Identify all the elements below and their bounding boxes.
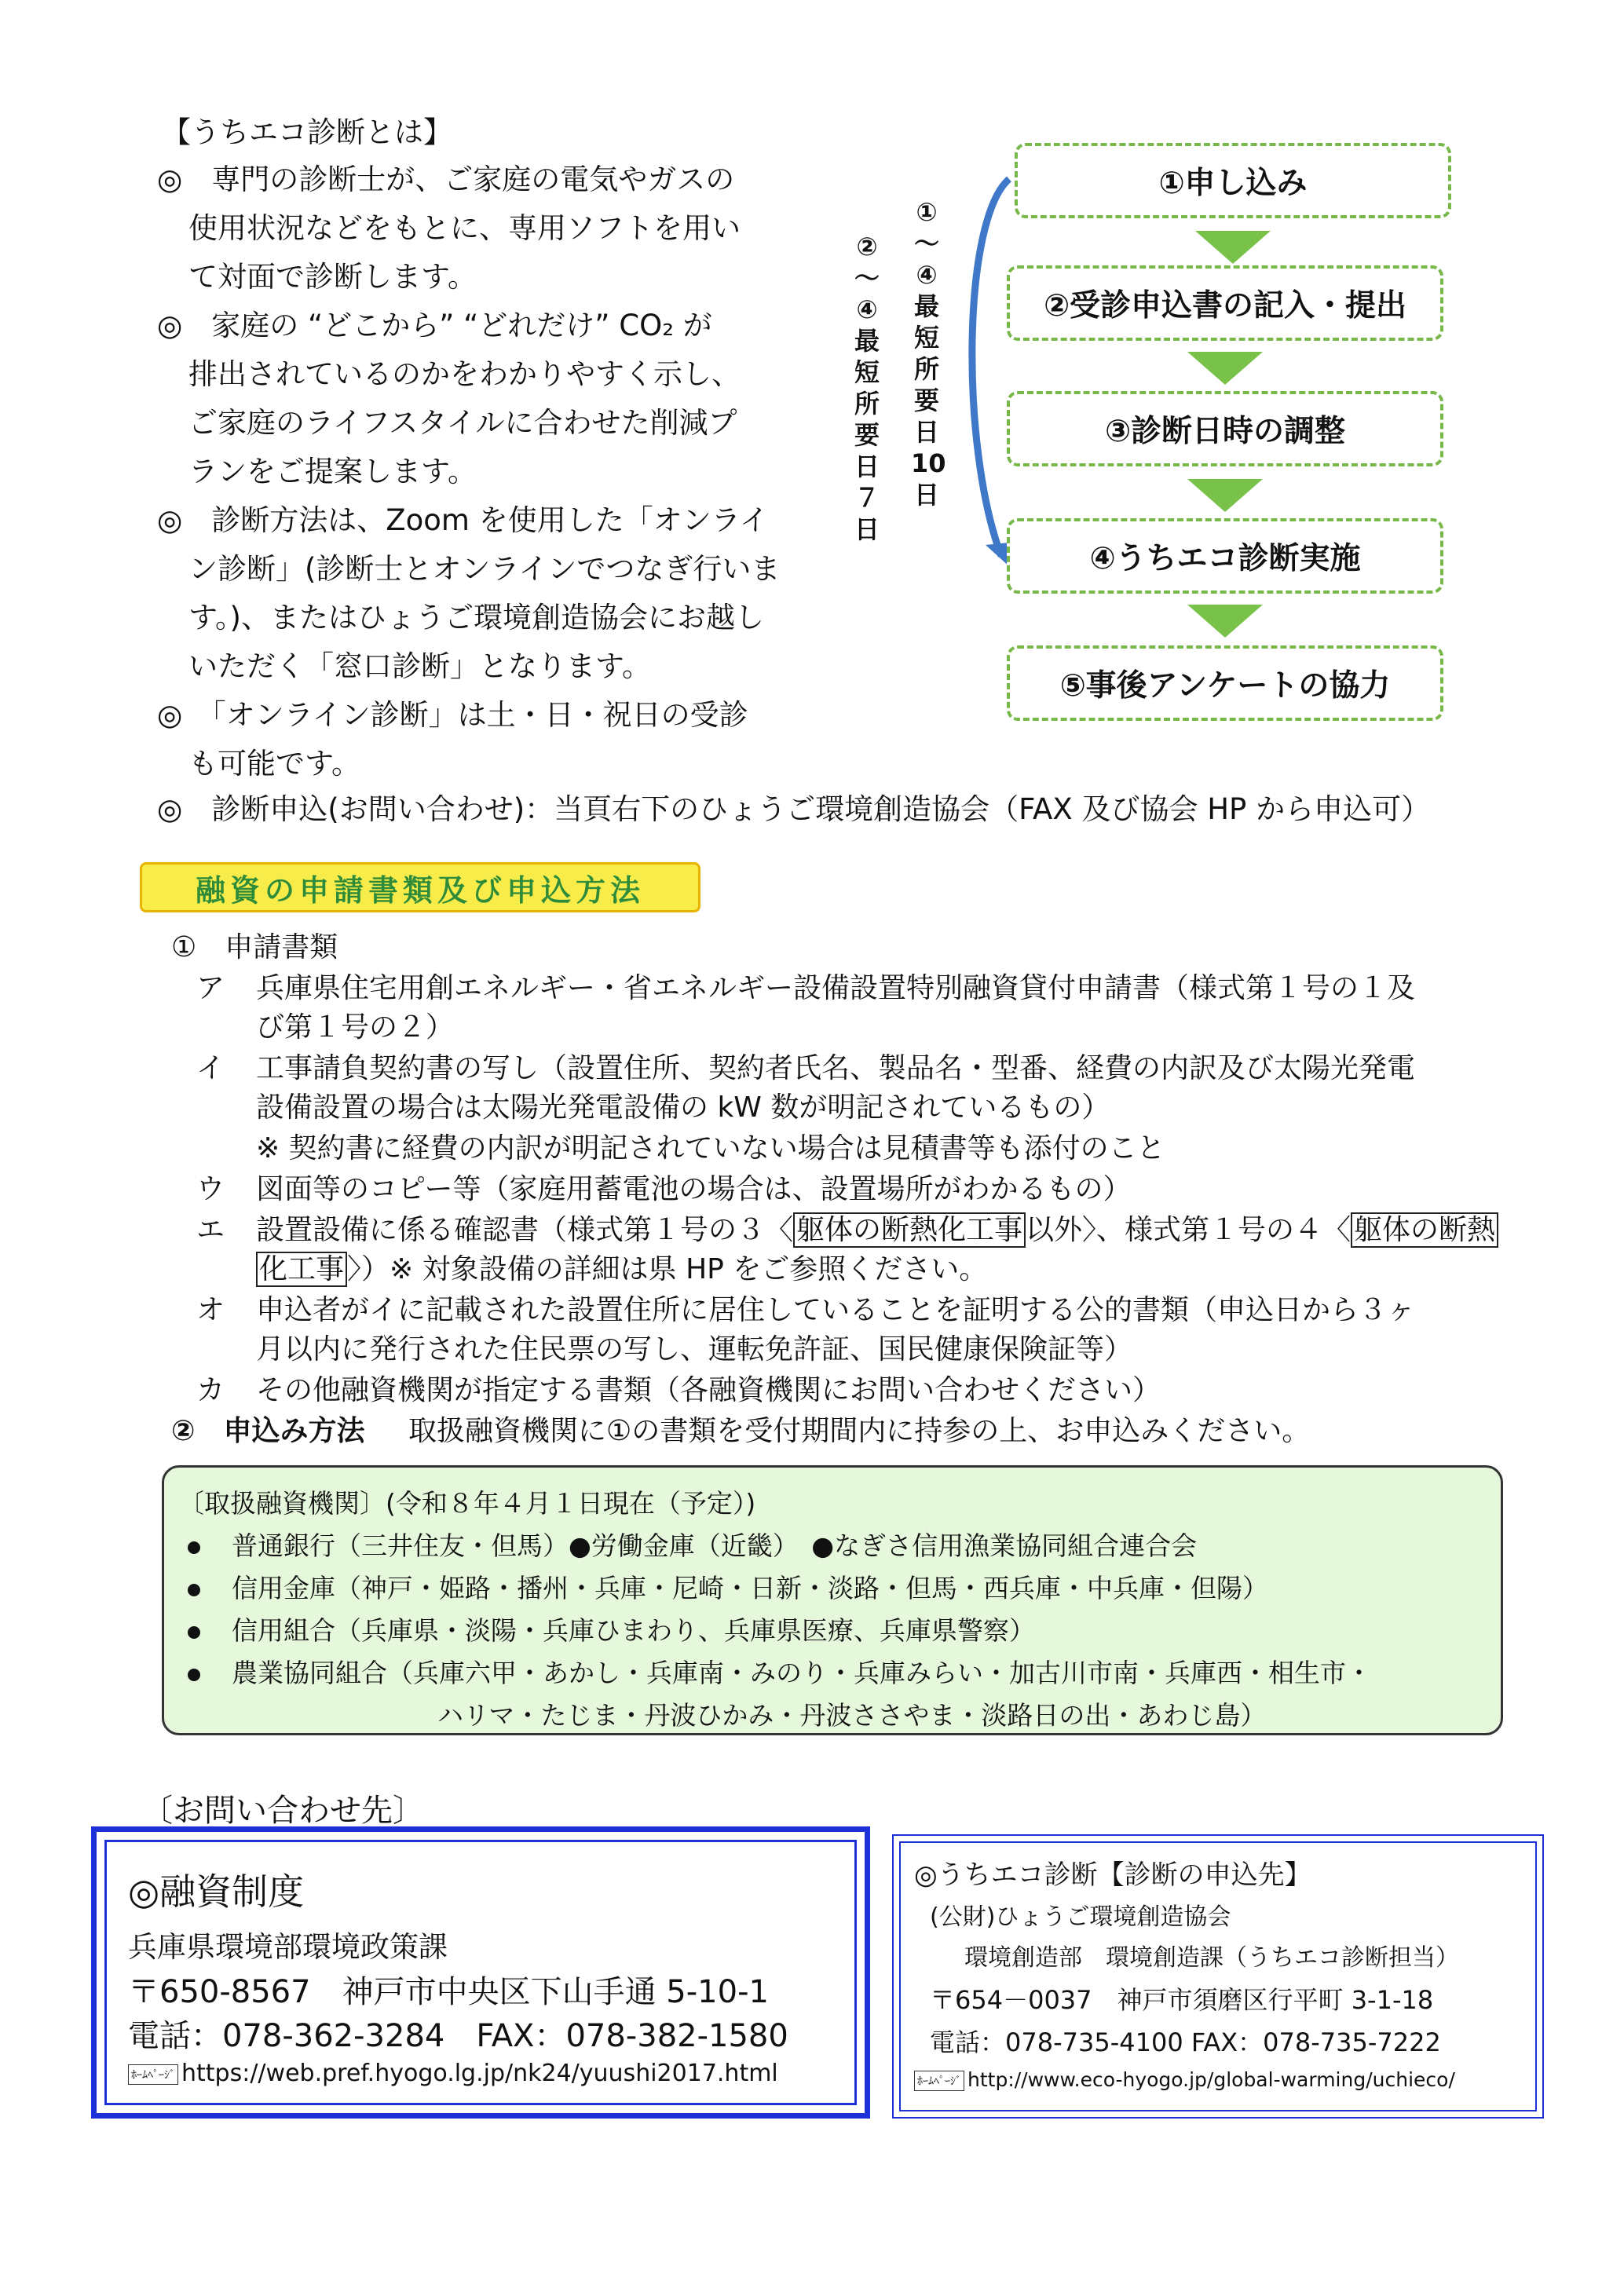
docs-label: オ (196, 1294, 225, 1326)
docs-note: ※ 契約書に経費の内訳が明記されていない場合は見積書等も添付のこと (256, 1132, 1165, 1164)
docs-label: エ (196, 1214, 225, 1246)
docs-text: 月以内に発行された住民票の写し、運転免許証、国民健康保険証等） (256, 1333, 1133, 1366)
docs-text: び第１号の２） (256, 1011, 455, 1044)
intro-line: ◎ 「オンライン診断」は土・日・祝日の受診 (157, 698, 748, 732)
docs-label: カ (196, 1374, 225, 1406)
flow-arrow-down (1187, 605, 1263, 638)
intro-line: て対面で診断します。 (188, 260, 477, 294)
docs-item1-title: ① 申請書類 (171, 931, 338, 963)
flow-note-short-10: ① ～ ④ 最 短 所 要 日 10 日 (911, 197, 946, 510)
intro-line: す。)、またはひょうご環境創造協会にお越し (188, 601, 764, 634)
lender-row-cont: ハリマ・たじま・丹波ひかみ・丹波ささやま・淡路日の出・あわじ島） (437, 1700, 1267, 1731)
flow-step-3: ③診断日時の調整 (1007, 391, 1443, 466)
contact-loan-url[interactable]: ﾎｰﾑﾍﾟｰｼﾞ https://web.pref.hyogo.lg.jp/nk24/yuushi2017.html (128, 2060, 778, 2087)
intro-line: 使用状況などをもとに、専用ソフトを用い (188, 211, 741, 245)
docs-text: 申込者がイに記載された設置住所に居住していることを証明する公的書類（申込日から３ヶ (256, 1294, 1416, 1326)
docs-label: イ (196, 1052, 225, 1084)
flow-step-5: ⑤事後アンケートの協力 (1007, 645, 1443, 721)
flow-step-2: ②受診申込書の記入・提出 (1007, 265, 1443, 341)
docs-text: その他融資機関が指定する書類（各融資機関にお問い合わせください） (256, 1374, 1161, 1406)
docs-text: 兵庫県住宅用創エネルギー・省エネルギー設備設置特別融資貸付申請書（様式第１号の１及 (256, 972, 1416, 1004)
lender-row: 農業協同組合（兵庫六甲・あかし・兵庫南・みのり・兵庫みらい・加古川市南・兵庫西・相生市・ (188, 1653, 1372, 1690)
docs-item2-text: 取扱融資機関に①の書類を受付期間内に持参の上、お申込みください。 (408, 1415, 1311, 1447)
intro-line: いただく「窓口診断」となります。 (188, 649, 652, 683)
lenders-box (162, 1465, 1503, 1735)
intro-line: ン診断」(診断士とオンラインでつなぎ行いま (188, 552, 781, 586)
contact-loan-address: 〒650-8567 神戸市中央区下山手通 5-10-1 (128, 1974, 769, 2010)
lender-row: 信用金庫（神戸・姫路・播州・兵庫・尼崎・日新・淡路・但馬・西兵庫・中兵庫・但陽） (188, 1568, 1268, 1605)
intro-heading: 【うちエコ診断とは】 (162, 115, 452, 149)
contact-loan-dept: 兵庫県環境部環境政策課 (128, 1930, 448, 1964)
flow-step-4: ④うちエコ診断実施 (1007, 518, 1443, 594)
flow-arrow-down (1187, 352, 1263, 385)
docs-text: 工事請負契約書の写し（設置住所、契約者氏名、製品名・型番、経費の内訳及び太陽光発電 (256, 1052, 1416, 1084)
docs-label: ア (196, 972, 225, 1004)
intro-line: ご家庭のライフスタイルに合わせた削減プ (188, 406, 737, 440)
section-title: 融資の申請書類及び申込方法 (140, 862, 700, 912)
contact-loan-tel: 電話：078-362-3284 FAX：078-382-1580 (128, 2018, 788, 2054)
docs-text: 図面等のコピー等（家庭用蓄電池の場合は、設置場所がわかるもの） (256, 1173, 1132, 1205)
flow-note-short-7: ② ～ ④ 最 短 所 要 日 ７ 日 (854, 232, 880, 544)
contact-uchieco (892, 1834, 1544, 2119)
contact-loan (91, 1826, 870, 2119)
lenders-title: 〔取扱融資機関〕(令和８年４月１日現在（予定）) (178, 1488, 756, 1519)
intro-line: 排出されているのかをわかりやすく示し、 (188, 357, 741, 391)
contact-uchieco-dept: 環境創造部 環境創造課（うちエコ診断担当） (964, 1944, 1459, 1972)
contact-uchieco-address: 〒654－0037 神戸市須磨区行平町 3-1-18 (930, 1985, 1434, 2015)
docs-label: ウ (196, 1173, 225, 1205)
lender-row: 信用組合（兵庫県・淡陽・兵庫ひまわり、兵庫県医療、兵庫県警察） (188, 1610, 1035, 1647)
docs-text-e2: 化工事 〉）※ 対象設備の詳細は県 HP をご参照ください。 (256, 1247, 987, 1287)
contact-loan-title: ◎融資制度 (128, 1870, 305, 1913)
intro-line: も可能です。 (188, 747, 361, 781)
flow-step-1: ①申し込み (1015, 143, 1451, 218)
contact-uchieco-title: ◎うちエコ診断【診断の申込先】 (914, 1859, 1311, 1891)
docs-text: 設備設置の場合は太陽光発電設備の kW 数が明記されているもの） (256, 1091, 1110, 1124)
contact-uchieco-url[interactable]: ﾎｰﾑﾍﾟｰｼﾞ http://www.eco-hyogo.jp/global-warming/uchieco/ (914, 2068, 1455, 2091)
lender-row: 普通銀行（三井住友・但馬）●労働金庫（近畿） ●なぎさ信用漁業協同組合連合会 (188, 1526, 1197, 1563)
intro-line: ◎ 専門の診断士が、ご家庭の電気やガスの (157, 163, 735, 196)
contact-uchieco-tel: 電話：078-735-4100 FAX：078-735-7222 (930, 2027, 1441, 2057)
contact-uchieco-org: (公財)ひょうご環境創造協会 (930, 1903, 1231, 1931)
docs-item2-title: ② 申込み方法 (171, 1415, 365, 1447)
intro-line: ランをご提案します。 (188, 455, 477, 488)
intro-line: ◎ 家庭の “どこから” “どれだけ” CO₂ が (157, 309, 712, 342)
flow-arrow-down (1195, 231, 1271, 264)
intro-line: ◎ 診断方法は、Zoom を使用した「オンライ (157, 503, 769, 537)
contact-title: 〔お問い合わせ先〕 (141, 1793, 424, 1829)
intro-line: ◎ 診断申込(お問い合わせ)：当頁右下のひょうご環境創造協会（FAX 及び協会 HP から申込可） (157, 792, 1431, 826)
docs-text-e: 設置設備に係る確認書（様式第１号の３〈 躯体の断熱化工事 以外〉、様式第１号の４〈 躯体の断熱 (256, 1208, 1498, 1248)
flow-arrow-down (1187, 479, 1263, 512)
